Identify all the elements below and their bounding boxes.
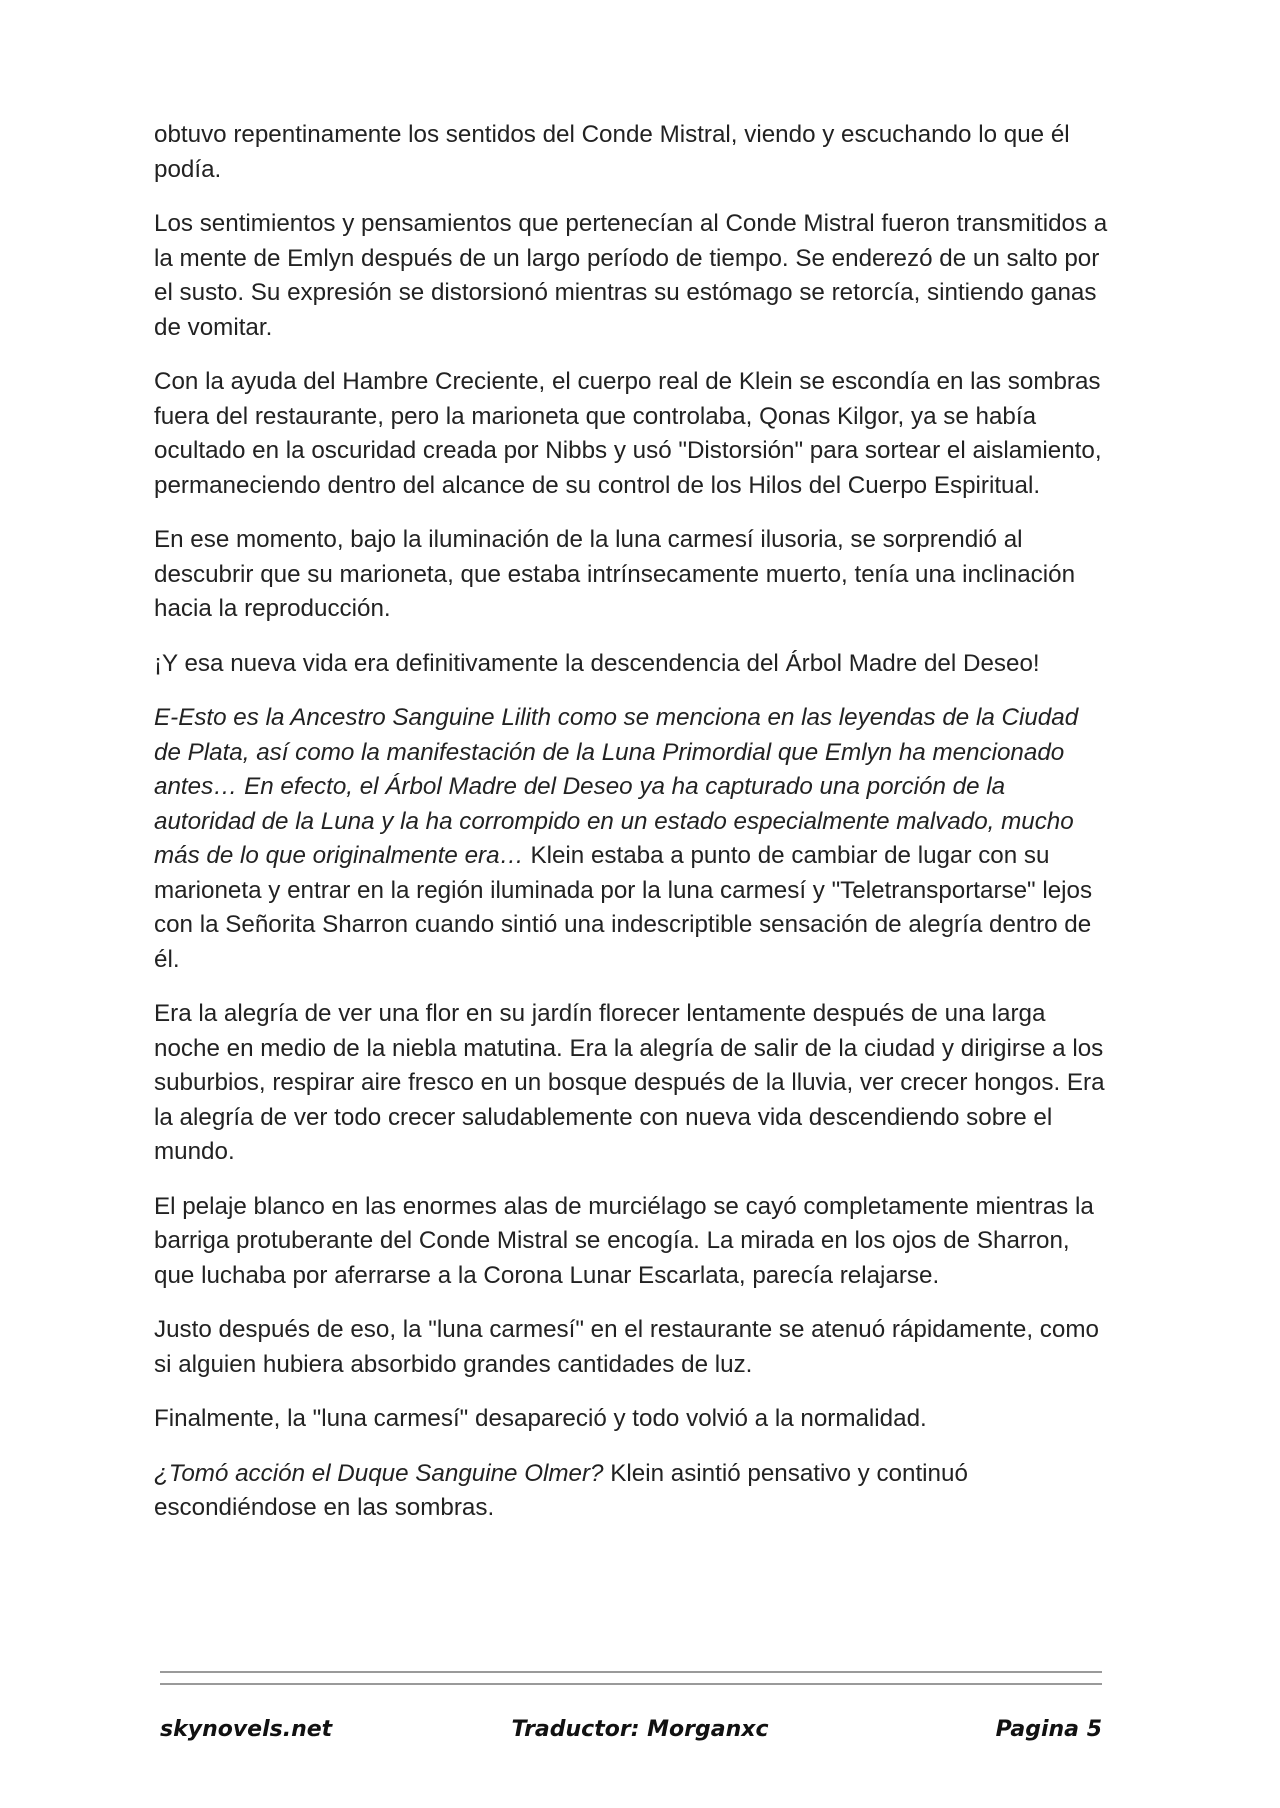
body-text — [154, 118, 1109, 1546]
text-segment: Los sentimientos y pensamientos que pertenecían al Conde Mistral fueron transmitidos a la mente de Emlyn después de un largo período de tiempo. Se enderezó de un salto por el susto. Su expresión se distorsionó mientras su estómago se retorcía, sintiendo ganas de vomitar. — [154, 210, 1108, 341]
paragraph — [154, 1402, 1109, 1437]
text-segment: En ese momento, bajo la iluminación de la luna carmesí ilusoria, se sorprendió al descubrir que su marioneta, que estaba intrínsecamente muerto, tenía una inclinación hacia la reproducción. — [154, 526, 1076, 622]
paragraph — [154, 701, 1109, 977]
footer-page-number: Pagina 5 — [995, 1717, 1102, 1742]
text-segment: Klein asintió pensativo y continuó escondiéndose en las sombras. — [154, 1459, 968, 1521]
footer-divider-top — [160, 1671, 1102, 1673]
text-segment: ¡Y esa nueva vida era definitivamente la descendencia del Árbol Madre del Deseo! — [154, 649, 1040, 677]
text-segment: Klein estaba a punto de cambiar de lugar con su marioneta y entrar en la región iluminada por la luna carmesí y "Teletransportarse" lejos con la Señorita Sharron cuando sintió una indescriptible sensación de alegría dentro de él. — [154, 842, 1093, 973]
paragraph — [154, 1457, 1109, 1526]
footer-translator: Traductor: Morganxc — [511, 1717, 769, 1742]
paragraph — [154, 523, 1109, 627]
italic-text-segment: E-Esto es la Ancestro Sanguine Lilith como se menciona en las leyendas de la Ciudad de Plata, así como la manifestación de la Luna Primordial que Emlyn ha mencionado antes… En efecto, el Árbol Madre del Deseo ya ha capturado una porción de la autoridad de la Luna y la ha corrompido en un estado especialmente malvado, mucho más de lo que originalmente era… — [154, 704, 1079, 869]
text-segment: Finalmente, la "luna carmesí" desapareció y todo volvió a la normalidad. — [154, 1405, 927, 1432]
paragraph — [154, 1190, 1109, 1294]
text-segment: Con la ayuda del Hambre Creciente, el cuerpo real de Klein se escondía en las sombras fuera del restaurante, pero la marioneta que controlaba, Qonas Kilgor, ya se había ocultado en la oscuridad creada por Nibbs y usó "Distorsión" para sortear el aislamiento, permaneciendo dentro del alcance de su control de los Hilos del Cuerpo Espiritual. — [154, 368, 1102, 499]
paragraph — [154, 365, 1109, 503]
paragraph — [154, 207, 1109, 345]
italic-text-segment: ¿Tomó acción el Duque Sanguine Olmer? — [154, 1459, 604, 1487]
text-segment: obtuvo repentinamente los sentidos del Conde Mistral, viendo y escuchando lo que él podía. — [154, 121, 1070, 183]
text-segment: Justo después de eso, la "luna carmesí" en el restaurante se atenuó rápidamente, como si alguien hubiera absorbido grandes cantidades de luz. — [154, 1316, 1099, 1378]
footer-divider-bottom — [160, 1683, 1102, 1685]
paragraph — [154, 997, 1109, 1170]
text-segment: Era la alegría de ver una flor en su jardín florecer lentamente después de una larga noche en medio de la niebla matutina. Era la alegría de salir de la ciudad y dirigirse a los suburbios, respirar aire fresco en un bosque después de la lluvia, ver crecer hongos. Era la alegría de ver todo crecer saludablemente con nueva vida descendiendo sobre el mundo. — [154, 1000, 1105, 1165]
text-segment: El pelaje blanco en las enormes alas de murciélago se cayó completamente mientras la barriga protuberante del Conde Mistral se encogía. La mirada en los ojos de Sharron, que luchaba por aferrarse a la Corona Lunar Escarlata, parecía relajarse. — [154, 1192, 1094, 1289]
paragraph — [154, 647, 1109, 682]
footer-site: skynovels.net — [160, 1717, 333, 1742]
paragraph — [154, 118, 1109, 187]
paragraph — [154, 1313, 1109, 1382]
